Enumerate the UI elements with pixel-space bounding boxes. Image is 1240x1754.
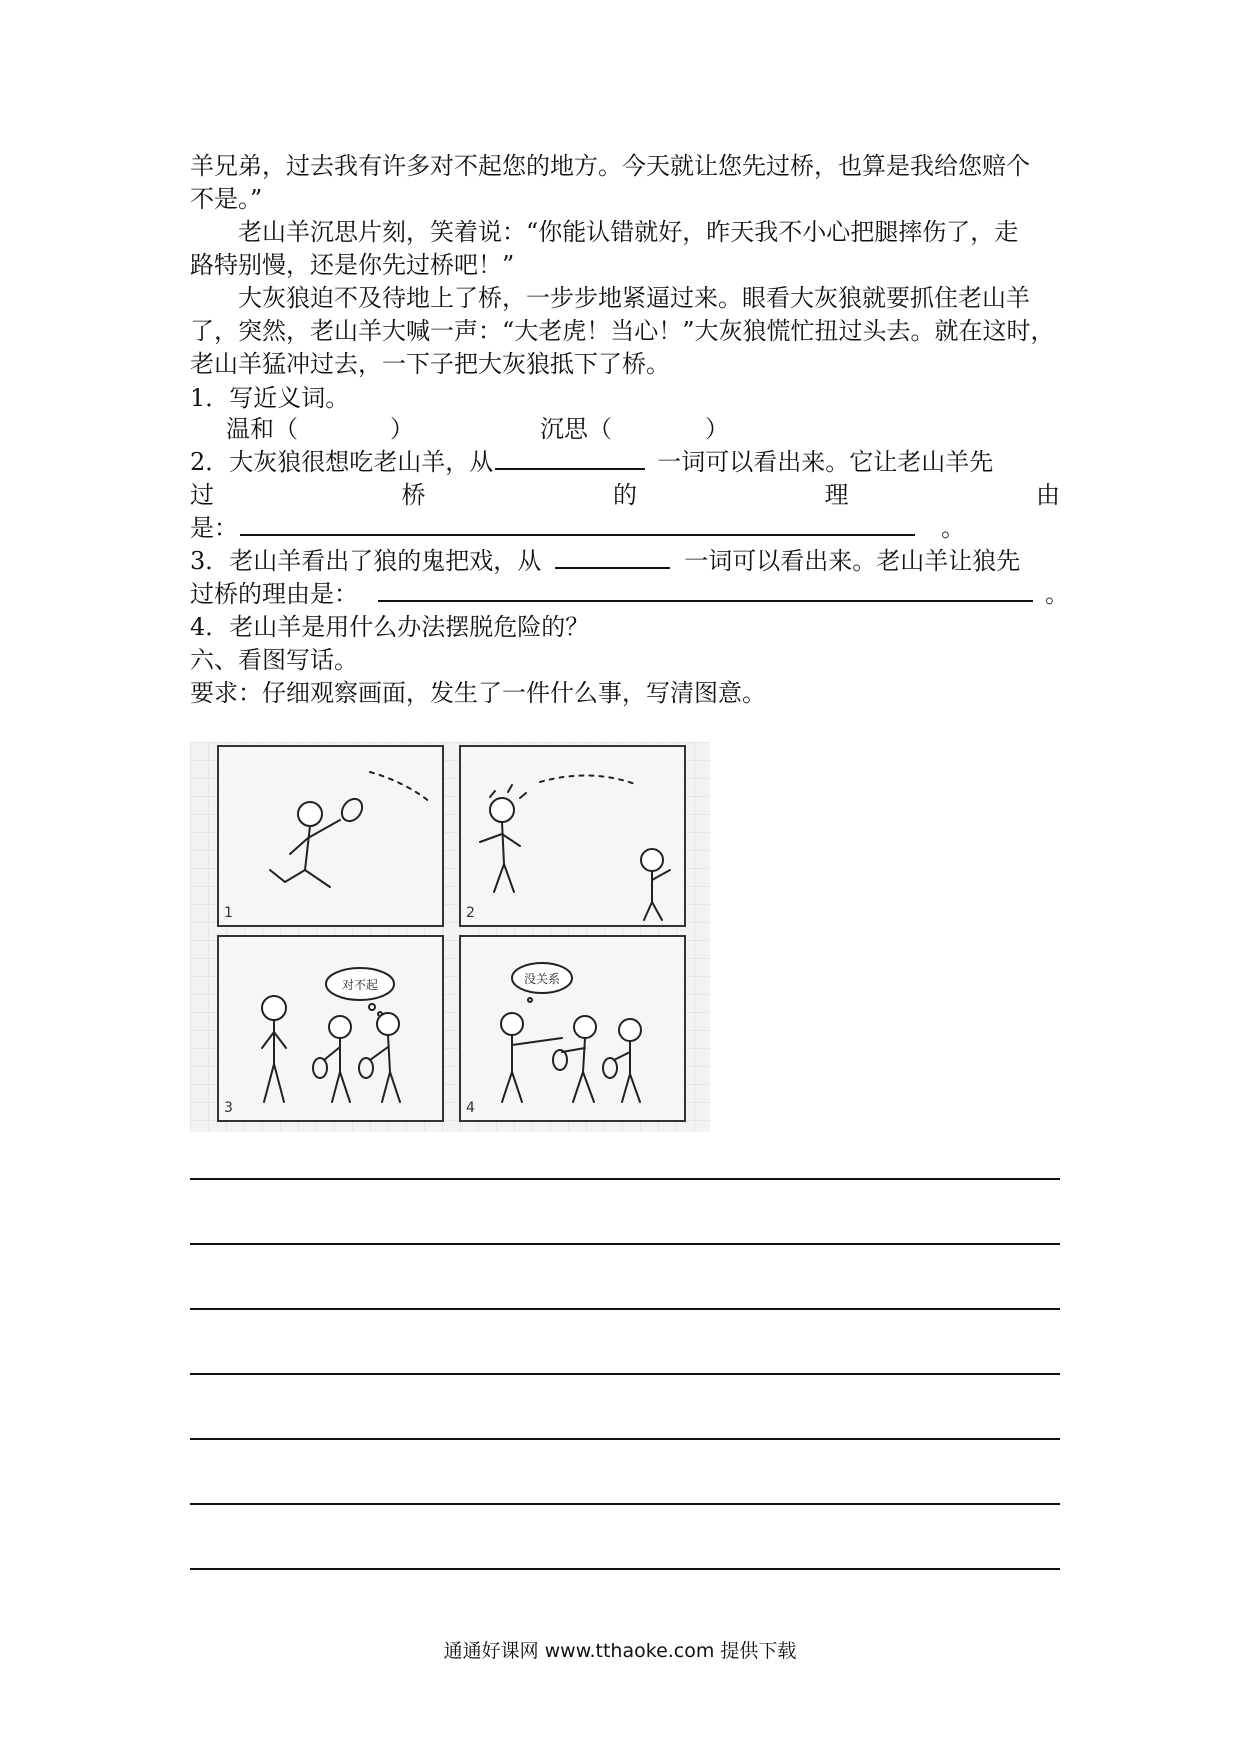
spread-char: 桥 [401, 481, 426, 509]
speech-bubble-text: 对不起 [341, 978, 379, 992]
speech-bubble-text: 没关系 [523, 972, 561, 986]
passage-line: 老山羊猛冲过去，一下子把大灰狼抵下了桥。 [190, 350, 670, 378]
footer-text: 通通好课网 www.tthaoke.com 提供下载 [443, 1640, 797, 1662]
panel-number: 2 [466, 905, 475, 921]
spread-char: 由 [1036, 481, 1060, 509]
synonym-prompt-1: 温和（ [226, 415, 298, 443]
question-3-period: 。 [1045, 580, 1069, 608]
writing-line[interactable] [190, 1568, 1060, 1570]
writing-line[interactable] [190, 1243, 1060, 1245]
spread-char: 过 [190, 481, 214, 509]
question-3-text-a: 3．老山羊看出了狼的鬼把戏，从 [190, 547, 542, 575]
passage-line: 老山羊沉思片刻，笑着说：“你能认错就好，昨天我不小心把腿摔伤了，走 [238, 218, 1019, 246]
passage-line: 路特别慢，还是你先过桥吧！” [190, 251, 515, 279]
question-2-text-c: 是： [190, 514, 238, 542]
spread-char: 理 [824, 481, 849, 509]
answer-blank[interactable] [555, 545, 670, 569]
comic-panel [460, 936, 685, 1121]
question-3-text-b: 一词可以看出来。老山羊让狼先 [684, 547, 1021, 575]
section-6-title: 六、看图写话。 [190, 646, 358, 674]
panel-number: 1 [224, 905, 233, 921]
question-2-text-a: 2．大灰狼很想吃老山羊，从 [190, 448, 494, 476]
writing-line[interactable] [190, 1308, 1060, 1310]
answer-blank[interactable] [495, 446, 645, 470]
synonym-close-1: ） [390, 415, 414, 443]
question-3-line-1 [190, 545, 1060, 577]
question-2-period: 。 [941, 514, 965, 542]
panel-number: 3 [224, 1100, 233, 1116]
question-3-line-2 [190, 578, 1069, 610]
synonym-close-2: ） [705, 415, 729, 443]
question-3-text-c: 过桥的理由是： [190, 580, 358, 608]
comic-illustration [190, 742, 710, 1132]
writing-line[interactable] [190, 1503, 1060, 1505]
comic-panel [218, 746, 443, 926]
spread-char: 的 [613, 481, 637, 509]
passage-line: 大灰狼迫不及待地上了桥，一步步地紧逼过来。眼看大灰狼就要抓住老山羊 [238, 284, 1030, 312]
comic-strip [190, 742, 710, 1132]
question-2-line-2 [190, 479, 1060, 511]
question-2-line-1 [190, 446, 1060, 478]
passage-line: 羊兄弟，过去我有许多对不起您的地方。今天就让您先过桥，也算是我给您赔个 [190, 152, 1030, 180]
question-4: 4．老山羊是用什么办法摆脱危险的？ [190, 613, 590, 641]
writing-line[interactable] [190, 1373, 1060, 1375]
answer-blank[interactable] [240, 512, 915, 536]
answer-blank[interactable] [378, 578, 1033, 602]
passage-line: 不是。” [190, 185, 263, 213]
question-2-line-3 [190, 512, 1060, 544]
writing-line[interactable] [190, 1438, 1060, 1440]
writing-line[interactable] [190, 1178, 1060, 1180]
question-2-text-b: 一词可以看出来。它让老山羊先 [657, 448, 994, 476]
synonym-prompt-2: 沉思（ [540, 415, 612, 443]
panel-number: 4 [466, 1100, 475, 1116]
passage-line: 了，突然，老山羊大喊一声：“大老虎！当心！”大灰狼慌忙扭过头去。就在这时， [190, 317, 1055, 345]
question-1-title: 1．写近义词。 [190, 384, 350, 412]
section-6-requirement: 要求：仔细观察画面，发生了一件什么事，写清图意。 [190, 679, 766, 707]
